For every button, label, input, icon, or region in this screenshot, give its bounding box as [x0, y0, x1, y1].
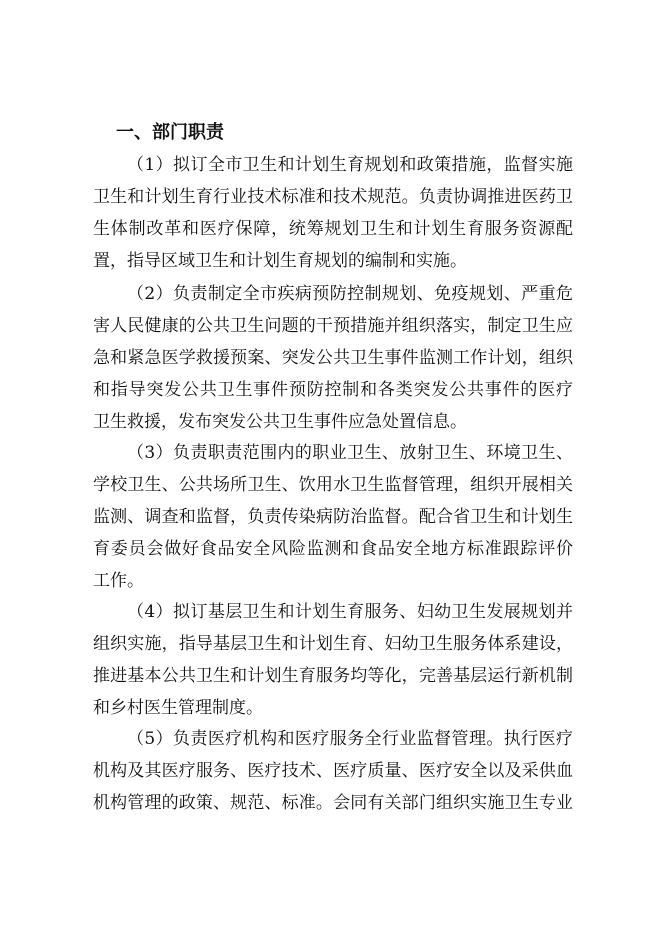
paragraph-line: 监测、调查和监督，负责传染病防治监督。配合省卫生和计划生 — [93, 507, 573, 527]
paragraph-3 — [93, 437, 573, 597]
paragraph-line: 机构管理的政策、规范、标准。会同有关部门组织实施卫生专业 — [93, 793, 573, 813]
paragraph-2 — [93, 278, 573, 438]
paragraph-line: 生体制改革和医疗保障，统筹规划卫生和计划生育服务资源配 — [93, 219, 573, 239]
paragraph-line: （4）拟订基层卫生和计划生育服务、妇幼卫生发展规划并 — [127, 602, 573, 622]
section-heading: 一、部门职责 — [116, 122, 224, 143]
paragraph-line: 卫生和计划生育行业技术标准和技术规范。负责协调推进医药卫 — [93, 187, 573, 207]
paragraph-line: 组织实施，指导基层卫生和计划生育、妇幼卫生服务体系建设， — [93, 634, 573, 654]
paragraph-line: （1）拟订全市卫生和计划生育规划和政策措施，监督实施 — [127, 155, 573, 175]
paragraph-line: （5）负责医疗机构和医疗服务全行业监督管理。执行医疗 — [127, 729, 573, 749]
paragraph-line: 和指导突发公共卫生事件预防控制和各类突发公共事件的医疗 — [93, 380, 573, 400]
paragraph-4 — [93, 596, 573, 724]
paragraph-line: 机构及其医疗服务、医疗技术、医疗质量、医疗安全以及采供血 — [93, 761, 573, 781]
paragraph-line: 育委员会做好食品安全风险监测和食品安全地方标准跟踪评价 — [93, 539, 573, 559]
paragraph-line: （2）负责制定全市疾病预防控制规划、免疫规划、严重危 — [127, 284, 573, 304]
paragraph-line: 置，指导区域卫生和计划生育规划的编制和实施。 — [93, 251, 467, 271]
paragraph-1 — [93, 149, 573, 277]
paragraph-line: 卫生救援，发布突发公共卫生事件应急处置信息。 — [93, 412, 467, 432]
paragraph-line: 和乡村医生管理制度。 — [93, 698, 263, 718]
paragraph-line: 害人民健康的公共卫生问题的干预措施并组织落实，制定卫生应 — [93, 316, 573, 336]
paragraph-line: 工作。 — [93, 571, 144, 591]
paragraph-line: （3）负责职责范围内的职业卫生、放射卫生、环境卫生、 — [127, 443, 573, 463]
paragraph-line: 急和紧急医学救援预案、突发公共卫生事件监测工作计划，组织 — [93, 348, 573, 368]
paragraph-line: 学校卫生、公共场所卫生、饮用水卫生监督管理，组织开展相关 — [93, 475, 573, 495]
paragraph-5 — [93, 723, 573, 819]
paragraph-line: 推进基本公共卫生和计划生育服务均等化，完善基层运行新机制 — [93, 666, 573, 686]
